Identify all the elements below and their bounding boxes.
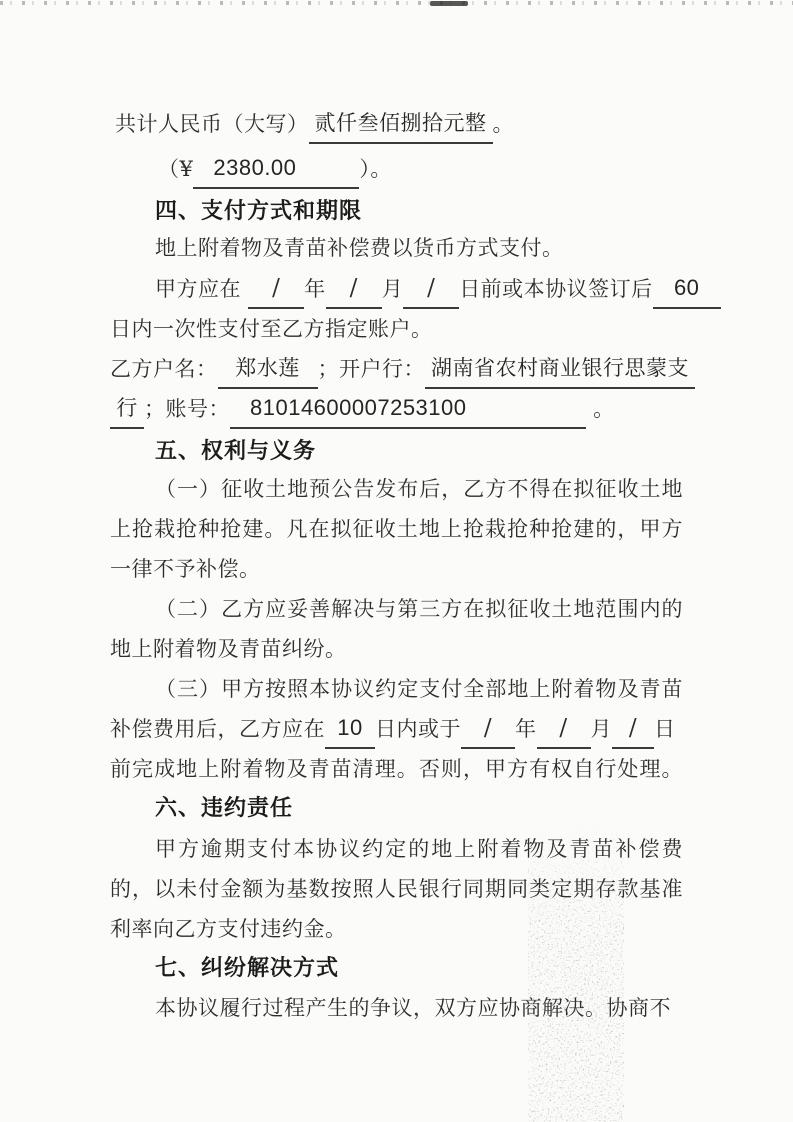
- section-heading: [155, 191, 362, 231]
- text-run: 的，以未付金额为基数按照人民银行同期同类定期存款基准: [110, 877, 683, 901]
- text-run: 甲方逾期支付本协议约定的地上附着物及青苗补偿费: [155, 837, 683, 861]
- filled-blank-value: 郑水莲: [218, 349, 318, 389]
- text-run: 五、权利与义务: [155, 438, 317, 463]
- section-heading: [155, 788, 293, 828]
- doc-line: [155, 589, 683, 629]
- text-run: 一律不予补偿。: [110, 557, 261, 581]
- text-run: 补偿费用后，乙方应在: [110, 717, 325, 741]
- text-run: 日: [654, 717, 676, 741]
- doc-line: [155, 228, 564, 268]
- filled-blank-value: 81014600007253100: [230, 389, 586, 429]
- doc-line: [110, 629, 347, 669]
- doc-line: [110, 389, 615, 429]
- blank-slash-field: /: [612, 709, 654, 749]
- text-run: 上抢栽抢种抢建。凡在拟征收土地上抢栽抢种抢建的，甲方: [110, 517, 683, 541]
- text-run: 地上附着物及青苗补偿费以货币方式支付。: [155, 236, 564, 260]
- filled-blank-value: 湖南省农村商业银行思蒙支: [425, 349, 695, 389]
- text-run: ）。: [359, 157, 392, 181]
- text-run: 七、纠纷解决方式: [155, 955, 340, 980]
- text-run: 本协议履行过程产生的争议，双方应协商解决。协商不: [155, 996, 671, 1020]
- text-run: 六、违约责任: [155, 795, 294, 820]
- text-run: 年: [515, 717, 537, 741]
- doc-line: [110, 709, 676, 749]
- blank-slash-field: /: [537, 709, 591, 749]
- filled-blank-value: 贰仟叁佰捌拾元整: [309, 104, 493, 144]
- doc-line: [155, 669, 683, 709]
- section-heading: [155, 948, 339, 988]
- doc-line: [110, 309, 433, 349]
- doc-line: [110, 349, 695, 389]
- text-run: 。: [586, 397, 615, 421]
- filled-blank-value: 行: [110, 389, 144, 429]
- text-run: 共计人民币（大写）: [115, 112, 309, 136]
- scan-edge-artifact: [0, 1, 793, 5]
- doc-line: [110, 549, 261, 589]
- text-run: 日内或于: [375, 717, 461, 741]
- text-run: （二）乙方应妥善解决与第三方在拟征收土地范围内的: [155, 597, 683, 621]
- text-run: ；账号：: [144, 397, 230, 421]
- doc-line: [155, 829, 683, 869]
- doc-line: [110, 749, 683, 789]
- blank-slash-field: /: [326, 269, 382, 309]
- text-run: （一）征收土地预公告发布后，乙方不得在拟征收土地: [155, 477, 683, 501]
- text-run: 甲方应在: [155, 277, 249, 301]
- text-run: （三）甲方按照本协议约定支付全部地上附着物及青苗: [155, 677, 683, 701]
- text-run: 日前或本协议签订后: [459, 277, 653, 301]
- text-run: 月: [590, 717, 612, 741]
- text-run: 地上附着物及青苗纠纷。: [110, 637, 347, 661]
- doc-line: [115, 104, 514, 144]
- blank-slash-field: /: [248, 269, 304, 309]
- text-run: 四、支付方式和期限: [155, 198, 363, 223]
- text-run: 年: [304, 277, 326, 301]
- blank-slash-field: /: [403, 269, 459, 309]
- filled-blank-value: 2380.00: [193, 149, 359, 189]
- text-run: ；开户行：: [317, 357, 425, 381]
- doc-line: [158, 149, 392, 189]
- doc-line: [110, 509, 683, 549]
- section-heading: [155, 431, 316, 471]
- text-run: 利率向乙方支付违约金。: [110, 917, 347, 941]
- text-run: 月: [381, 277, 404, 301]
- text-run: 日内一次性支付至乙方指定账户。: [110, 317, 433, 341]
- text-run: 乙方户名：: [110, 357, 218, 381]
- doc-line: [110, 909, 347, 949]
- blank-slash-field: /: [461, 709, 515, 749]
- text-run: 。: [492, 112, 514, 136]
- doc-line: [110, 869, 683, 909]
- text-run: （¥: [158, 157, 194, 181]
- text-run: 前完成地上附着物及青苗清理。否则，甲方有权自行处理。: [110, 757, 683, 781]
- doc-line: [155, 269, 721, 309]
- filled-blank-value: 60: [653, 269, 721, 309]
- scan-edge-dark-mark: [430, 1, 468, 6]
- doc-line: [155, 988, 671, 1028]
- filled-blank-value: 10: [325, 709, 375, 749]
- doc-line: [155, 469, 683, 509]
